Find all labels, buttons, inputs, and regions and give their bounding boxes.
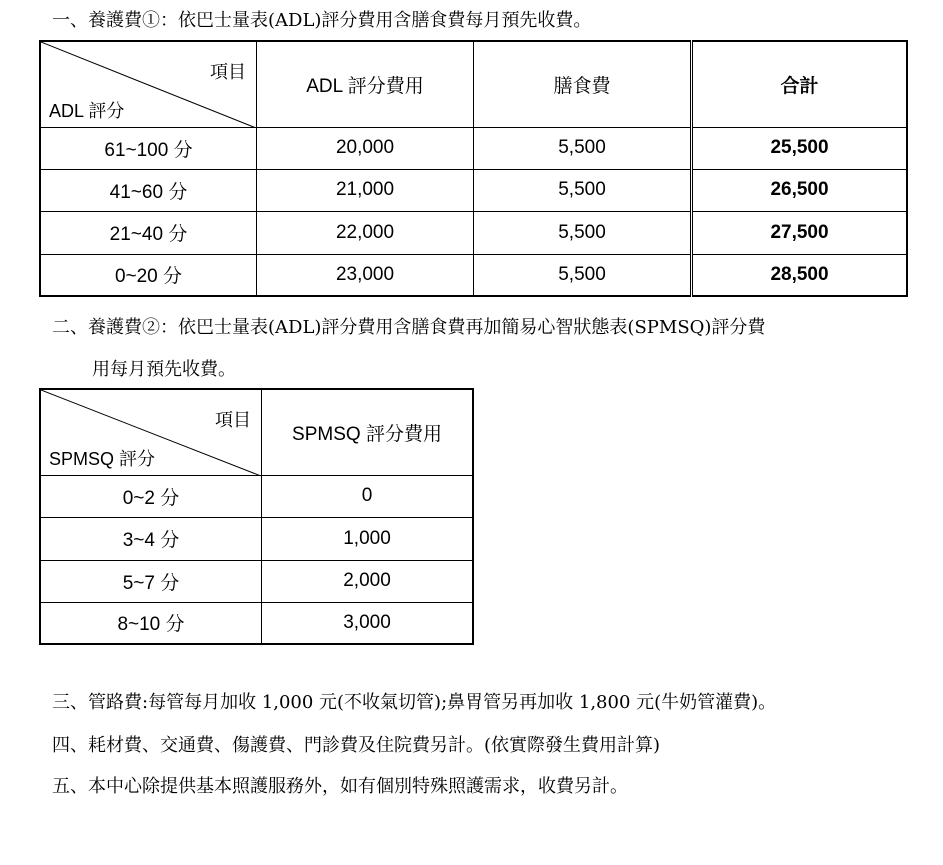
row-range: 0~20 分 xyxy=(40,254,257,296)
row-range: 41~60 分 xyxy=(40,169,257,211)
table-row xyxy=(40,254,907,296)
row-meal: 5,500 xyxy=(474,169,692,211)
table-row xyxy=(40,211,907,254)
note-extra-costs: 四、耗材費、交通費、傷護費、門診費及住院費另計。(依實際發生費用計算) xyxy=(52,735,661,756)
row-total: 25,500 xyxy=(692,127,908,169)
corner-spmsq-label: SPMSQ 評分 xyxy=(49,448,156,469)
row-meal: 5,500 xyxy=(474,127,692,169)
table-row xyxy=(40,169,907,211)
row-meal: 5,500 xyxy=(474,211,692,254)
row-adl-fee: 20,000 xyxy=(257,127,474,169)
corner-item-label: 項目 xyxy=(210,62,246,83)
corner-item-label: 項目 xyxy=(215,410,251,431)
row-total: 28,500 xyxy=(692,254,908,296)
table-row xyxy=(40,517,473,560)
row-fee: 1,000 xyxy=(262,517,474,560)
corner-adl-label: ADL 評分 xyxy=(49,100,125,121)
col-total: 合計 xyxy=(692,41,908,127)
col-meal: 膳食費 xyxy=(474,41,692,127)
section1-heading: 一、養護費①：依巴士量表(ADL)評分費用含膳食費每月預先收費。 xyxy=(52,10,592,31)
section2-heading-line1: 二、養護費②：依巴士量表(ADL)評分費用含膳食費再加簡易心智狀態表(SPMSQ)評分費 xyxy=(52,317,766,338)
row-total: 27,500 xyxy=(692,211,908,254)
table-row xyxy=(40,560,473,602)
note-special-care: 五、本中心除提供基本照護服務外，如有個別特殊照護需求，收費另計。 xyxy=(52,776,628,797)
table-row xyxy=(40,602,473,644)
row-fee: 3,000 xyxy=(262,602,474,644)
row-adl-fee: 23,000 xyxy=(257,254,474,296)
row-fee: 2,000 xyxy=(262,560,474,602)
table-row xyxy=(40,475,473,517)
table-row xyxy=(40,127,907,169)
row-range: 61~100 分 xyxy=(40,127,257,169)
row-fee: 0 xyxy=(262,475,474,517)
col-adl-fee: ADL 評分費用 xyxy=(257,41,474,127)
row-adl-fee: 21,000 xyxy=(257,169,474,211)
row-meal: 5,500 xyxy=(474,254,692,296)
spmsq-fee-table xyxy=(39,388,474,645)
note-tube-fee: 三、管路費:每管每月加收 1,000 元(不收氣切管);鼻胃管另再加收 1,800 元(牛奶管灌費)。 xyxy=(52,692,777,713)
spmsq-corner-cell xyxy=(40,389,262,475)
row-adl-fee: 22,000 xyxy=(257,211,474,254)
row-total: 26,500 xyxy=(692,169,908,211)
col-spmsq-fee: SPMSQ 評分費用 xyxy=(262,389,474,475)
row-range: 8~10 分 xyxy=(40,602,262,644)
section2-heading-line2: 用每月預先收費。 xyxy=(92,359,236,380)
row-range: 3~4 分 xyxy=(40,517,262,560)
adl-fee-table xyxy=(39,40,908,297)
row-range: 21~40 分 xyxy=(40,211,257,254)
adl-corner-cell xyxy=(40,41,257,127)
row-range: 5~7 分 xyxy=(40,560,262,602)
row-range: 0~2 分 xyxy=(40,475,262,517)
